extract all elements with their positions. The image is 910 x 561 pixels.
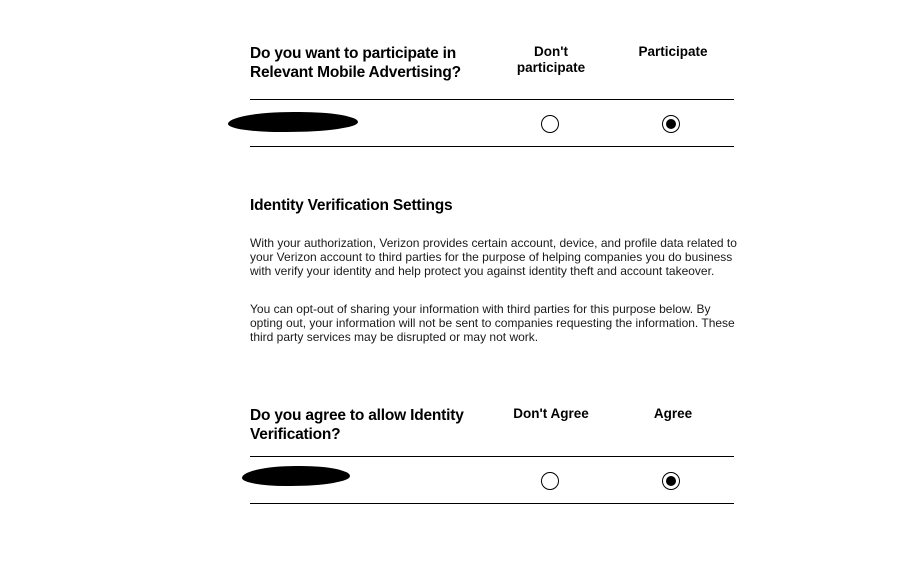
- participate-radio[interactable]: [662, 115, 680, 133]
- advertising-header: [250, 44, 734, 104]
- dont-agree-radio[interactable]: [541, 472, 559, 490]
- agree-radio[interactable]: [662, 472, 680, 490]
- identity-line-row: [250, 457, 734, 503]
- identity-heading: Identity Verification Settings: [250, 197, 453, 214]
- identity-divider-bottom: [250, 503, 734, 504]
- redacted-line-name: [242, 466, 350, 486]
- dont-participate-label: Don't participate: [516, 44, 586, 75]
- identity-question: Do you agree to allow Identity Verification?: [250, 407, 464, 443]
- participate-label: Participate: [638, 44, 708, 59]
- dont-agree-label: Don't Agree: [513, 406, 589, 421]
- advertising-question: Do you want to participate in Relevant Mobile Advertising?: [250, 45, 461, 81]
- identity-description: With your authorization, Verizon provides certain account, device, and profile data related to your Verizon account to third parties for the purpose of helping companies you do business with verify your identity and help protect you against identity theft and account takeover.: [250, 236, 737, 278]
- identity-opt-out-note: You can opt-out of sharing your information with third parties for this purpose below. By opting out, your information will not be sent to companies requesting the information. These third party services may be disrupted or may not work.: [250, 302, 735, 344]
- advertising-section: [250, 44, 734, 104]
- advertising-line-row: [250, 100, 734, 146]
- agree-label: Agree: [653, 406, 693, 421]
- dont-participate-radio[interactable]: [541, 115, 559, 133]
- advertising-divider-bottom: [250, 146, 734, 147]
- redacted-line-name: [228, 112, 358, 132]
